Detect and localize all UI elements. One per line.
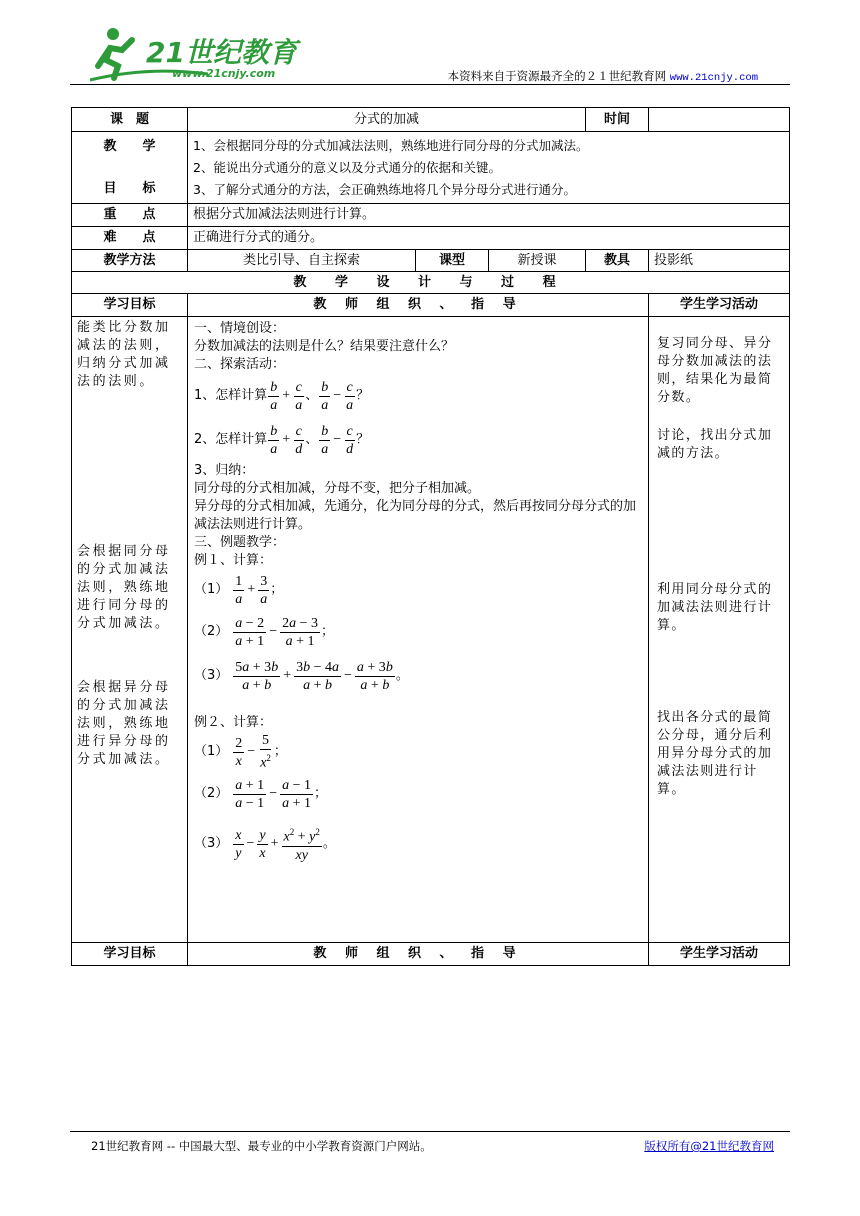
tool-value: 投影纸 — [649, 250, 790, 272]
operator: + — [283, 668, 292, 683]
fraction: $\frac{b}{a}$ — [321, 379, 329, 413]
operator: − — [247, 744, 256, 759]
tool-label: 教具 — [586, 250, 649, 272]
student-activity-item: 复习同分母、异分母分数加减法的法则，结果化为最简分数。 — [657, 336, 773, 405]
separator: 、 — [305, 432, 319, 447]
footer-copyright-link[interactable]: 版权所有@21世纪教育网 — [644, 1139, 774, 1153]
rule-same-denominator: 同分母的分式相加减，分母不变，把分子相加减。 — [194, 481, 481, 496]
col-teacher-header: 教 师 组 织 、 指 导 — [188, 294, 649, 317]
fraction: $\frac{a - 2}{a + 1}$ — [235, 615, 265, 649]
col-teacher-footer: 教 师 组 织 、 指 导 — [188, 943, 649, 966]
goal-label — [72, 132, 188, 204]
section-summary: 3、归纳： — [194, 463, 255, 478]
example-1-item-2 — [194, 610, 642, 654]
page-header — [70, 26, 790, 86]
learning-goals-cell — [72, 317, 188, 943]
semicolon: ； — [321, 624, 335, 639]
type-label: 课型 — [416, 250, 489, 272]
footer-divider — [70, 1131, 790, 1132]
fraction: $\frac{x}{y}$ — [235, 827, 242, 861]
goal-item: 1、会根据同分母的分式加减法法则，熟练地进行同分母的分式加减法。 — [193, 137, 589, 153]
question-text: 分数加减法的法则是什么？结果要注意什么？ — [194, 339, 455, 354]
section-explore: 二、探索活动： — [194, 357, 286, 372]
col-goal-footer: 学习目标 — [72, 943, 188, 966]
goal-label-line-1: 教 学 — [103, 138, 156, 154]
example-2-item-3 — [194, 816, 642, 872]
semicolon: ； — [270, 582, 284, 597]
period: 。 — [395, 668, 409, 683]
goal-list — [188, 132, 790, 204]
fraction: $\frac{a - 1}{a + 1}$ — [282, 777, 311, 811]
fraction: $\frac{3}{a}$ — [260, 573, 268, 607]
fraction: $\frac{a + 3b}{a + b}$ — [356, 659, 393, 693]
site-logo[interactable] — [88, 26, 348, 84]
col-goal-header: 学习目标 — [72, 294, 188, 317]
difficulty-label: 难 点 — [72, 227, 188, 250]
fraction: $\frac{b}{a}$ — [270, 423, 278, 457]
time-value — [649, 108, 790, 132]
item-label: （1） — [194, 744, 229, 759]
operator: − — [246, 836, 255, 851]
example-2-item-1 — [194, 732, 642, 772]
item-label: （3） — [194, 836, 229, 851]
item-label: （3） — [194, 668, 229, 683]
operator: + — [282, 388, 291, 403]
student-activity-item: 找出各分式的最简公分母，通分后利用异分母分式的加减法法则进行计算。 — [657, 710, 773, 797]
student-activity-cell — [649, 317, 790, 943]
column-header-row — [72, 294, 790, 317]
item-label: （2） — [194, 786, 229, 801]
fraction: $\frac{1}{a}$ — [235, 573, 243, 607]
svg-text:www.21cnjy.com: www.21cnjy.com — [172, 67, 276, 80]
goal-item: 2、能说出分式通分的意义以及分式通分的依据和关键。 — [193, 159, 501, 175]
example-1-item-1 — [194, 570, 642, 610]
activity-1-formula — [194, 374, 642, 418]
question-mark: ？ — [356, 432, 370, 447]
teacher-guide-cell — [188, 317, 649, 943]
fraction: $\frac{b}{a}$ — [321, 423, 329, 457]
design-title-row — [72, 272, 790, 294]
goal-item: 3、了解分式通分的方法，会正确熟练地将几个异分母分式进行通分。 — [193, 181, 576, 197]
formula-prefix: 2、怎样计算 — [194, 432, 268, 447]
fraction: $\frac{c}{a}$ — [295, 379, 303, 413]
method-label: 教学方法 — [72, 250, 188, 272]
period: 。 — [322, 836, 336, 851]
fraction: $\frac{2}{x}$ — [235, 735, 243, 769]
footer-site-text: 21世纪教育网 -- 中国最大型、最专业的中小学教育资源门户网站。 — [91, 1139, 432, 1153]
topic-value: 分式的加减 — [188, 108, 586, 132]
activity-2-formula — [194, 418, 642, 462]
fraction: $\frac{c}{d}$ — [346, 423, 354, 457]
difficulty-row — [72, 227, 790, 250]
operator: − — [269, 624, 278, 639]
operator: + — [247, 582, 256, 597]
column-footer-row — [72, 943, 790, 966]
student-activity-item: 讨论，找出分式加减的方法。 — [657, 428, 773, 461]
lesson-plan-table — [71, 107, 790, 966]
fraction: $\frac{5}{x^2}$ — [260, 733, 271, 771]
example-2-title: 例２、计算： — [194, 715, 273, 730]
fraction: $\frac{5a + 3b}{a + b}$ — [235, 659, 279, 693]
fraction: $\frac{3b - 4a}{a + b}$ — [296, 659, 339, 693]
key-label: 重 点 — [72, 204, 188, 227]
fraction: $\frac{b}{a}$ — [270, 379, 278, 413]
header-url-link[interactable]: www.21cnjy.com — [669, 72, 758, 84]
formula-prefix: 1、怎样计算 — [194, 388, 268, 403]
learning-goal-item: 能类比分数加减法的法则，归纳分式加减法的法则。 — [77, 320, 171, 389]
time-label: 时间 — [586, 108, 649, 132]
section-situation: 一、情境创设： — [194, 321, 286, 336]
difficulty-value: 正确进行分式的通分。 — [188, 227, 790, 250]
operator: − — [333, 432, 342, 447]
operator: − — [333, 388, 342, 403]
learning-goal-item: 会根据同分母的分式加减法法则，熟练地进行同分母的分式加减法。 — [77, 544, 171, 631]
design-title: 教 学 设 计 与 过 程 — [72, 272, 790, 294]
example-1-item-3 — [194, 654, 642, 698]
runner-logo-icon — [88, 26, 348, 84]
fraction: $\frac{c}{a}$ — [346, 379, 354, 413]
semicolon: ； — [273, 744, 287, 759]
semicolon: ； — [314, 786, 328, 801]
question-mark: ？ — [356, 388, 370, 403]
fraction: $\frac{y}{x}$ — [259, 827, 266, 861]
operator: + — [282, 432, 291, 447]
topic-label: 课 题 — [72, 108, 188, 132]
student-activity-item: 利用同分母分式的加减法法则进行计算。 — [657, 582, 773, 633]
key-value: 根据分式加减法法则进行计算。 — [188, 204, 790, 227]
goal-label-line-2: 目 标 — [103, 180, 156, 196]
method-value: 类比引导、自主探索 — [188, 250, 416, 272]
separator: 、 — [305, 388, 319, 403]
rule-diff-denominator: 异分母的分式相加减，先通分，化为同分母的分式，然后再按同分母分式的加减法法则进行计算。 — [194, 499, 637, 532]
header-note — [448, 68, 758, 84]
svg-text:21世纪教育: 21世纪教育 — [146, 36, 297, 69]
header-note-text: 本资料来自于资源最齐全的２１世纪教育网 — [447, 69, 667, 83]
item-label: （1） — [194, 582, 229, 597]
learning-goal-item: 会根据异分母的分式加减法法则，熟练地进行异分母的分式加减法。 — [77, 680, 171, 767]
header-divider — [70, 84, 790, 85]
fraction: $\frac{2a - 3}{a + 1}$ — [282, 615, 318, 649]
operator: − — [269, 786, 278, 801]
example-2-item-2 — [194, 772, 642, 816]
col-student-header: 学生学习活动 — [649, 294, 790, 317]
method-row — [72, 250, 790, 272]
topic-row — [72, 108, 790, 132]
type-value: 新授课 — [489, 250, 586, 272]
item-label: （2） — [194, 624, 229, 639]
fraction: $\frac{c}{d}$ — [295, 423, 303, 457]
fraction: $\frac{a + 1}{a - 1}$ — [235, 777, 265, 811]
goals-row — [72, 132, 790, 204]
fraction: $\frac{x^2 + y^2}{xy}$ — [282, 824, 322, 864]
col-student-footer: 学生学习活动 — [649, 943, 790, 966]
key-row — [72, 204, 790, 227]
section-examples: 三、例题教学： — [194, 535, 286, 550]
content-row — [72, 317, 790, 943]
operator: − — [344, 668, 352, 683]
operator: + — [270, 836, 279, 851]
example-1-title: 例１、计算： — [194, 553, 273, 568]
